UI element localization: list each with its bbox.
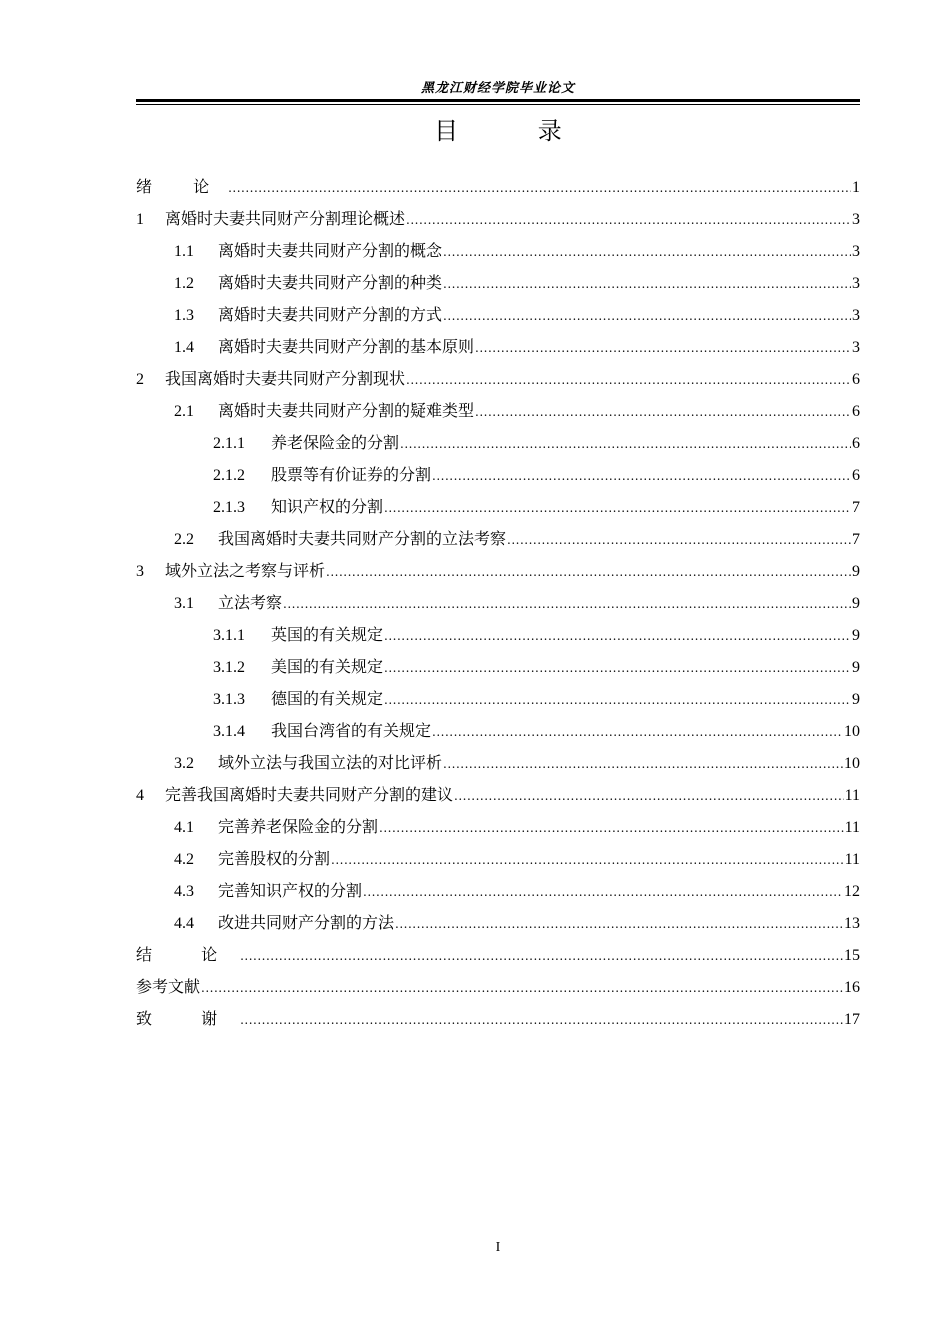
toc-entry-label: 美国的有关规定 bbox=[271, 657, 384, 676]
toc-entry[interactable] bbox=[136, 1003, 860, 1035]
toc-entry-page: 17 bbox=[844, 1011, 860, 1028]
toc-entry-label: 知识产权的分割 bbox=[271, 497, 384, 516]
toc-entry-page: 13 bbox=[844, 915, 860, 932]
toc-entry-number: 4.4 bbox=[174, 915, 194, 932]
toc-entry-page: 6 bbox=[852, 467, 860, 484]
toc-entry-page: 3 bbox=[852, 211, 860, 228]
toc-entry[interactable] bbox=[136, 843, 860, 875]
toc-entry-label: 离婚时夫妻共同财产分割理论概述 bbox=[165, 209, 406, 228]
toc-entry[interactable] bbox=[136, 395, 860, 427]
toc-entry-label: 改进共同财产分割的方法 bbox=[218, 913, 395, 932]
toc-entry-page: 9 bbox=[852, 659, 860, 676]
toc-dot-leader bbox=[443, 268, 851, 300]
toc-entry[interactable] bbox=[136, 683, 860, 715]
toc-entry-number: 2.1.1 bbox=[213, 435, 245, 452]
toc-entry[interactable] bbox=[136, 747, 860, 779]
table-of-contents bbox=[136, 171, 860, 1035]
toc-entry[interactable] bbox=[136, 715, 860, 747]
toc-entry[interactable] bbox=[136, 875, 860, 907]
toc-entry-number: 1.2 bbox=[174, 275, 194, 292]
toc-entry-page: 11 bbox=[844, 787, 860, 804]
toc-entry-label: 离婚时夫妻共同财产分割的疑难类型 bbox=[218, 401, 475, 420]
toc-entry-number: 4.1 bbox=[174, 819, 194, 836]
toc-entry-page: 12 bbox=[844, 883, 860, 900]
toc-entry-label: 结 论 bbox=[136, 945, 240, 964]
toc-dot-leader bbox=[443, 300, 851, 332]
toc-entry-page: 7 bbox=[852, 531, 860, 548]
toc-entry-page: 10 bbox=[844, 755, 860, 772]
toc-entry-number: 1 bbox=[136, 211, 144, 228]
toc-dot-leader bbox=[240, 940, 843, 972]
toc-dot-leader bbox=[363, 876, 843, 908]
toc-entry-number: 1.1 bbox=[174, 243, 194, 260]
toc-entry-label: 离婚时夫妻共同财产分割的方式 bbox=[218, 305, 443, 324]
toc-entry[interactable] bbox=[136, 555, 860, 587]
toc-entry[interactable] bbox=[136, 971, 860, 1003]
toc-entry[interactable] bbox=[136, 907, 860, 939]
toc-entry-label: 股票等有价证券的分割 bbox=[271, 465, 432, 484]
toc-entry-number: 4.2 bbox=[174, 851, 194, 868]
toc-entry[interactable] bbox=[136, 171, 860, 203]
toc-entry-number: 3 bbox=[136, 563, 144, 580]
toc-dot-leader bbox=[384, 652, 851, 684]
toc-entry[interactable] bbox=[136, 267, 860, 299]
toc-entry-number: 4.3 bbox=[174, 883, 194, 900]
toc-dot-leader bbox=[475, 396, 851, 428]
toc-entry-number: 2.2 bbox=[174, 531, 194, 548]
toc-dot-leader bbox=[331, 844, 844, 876]
toc-dot-leader bbox=[475, 332, 851, 364]
toc-entry-label: 我国离婚时夫妻共同财产分割现状 bbox=[165, 369, 406, 388]
toc-entry-number: 4 bbox=[136, 787, 144, 804]
toc-dot-leader bbox=[228, 172, 851, 204]
toc-dot-leader bbox=[507, 524, 851, 556]
toc-entry[interactable] bbox=[136, 811, 860, 843]
toc-entry-page: 11 bbox=[844, 851, 860, 868]
toc-entry-page: 11 bbox=[844, 819, 860, 836]
toc-entry-page: 3 bbox=[852, 275, 860, 292]
toc-entry-number: 3.1.4 bbox=[213, 723, 245, 740]
toc-entry-number: 2.1.2 bbox=[213, 467, 245, 484]
toc-entry-number: 2 bbox=[136, 371, 144, 388]
toc-dot-leader bbox=[443, 748, 843, 780]
toc-entry-label: 立法考察 bbox=[218, 593, 283, 612]
toc-dot-leader bbox=[443, 236, 851, 268]
toc-entry[interactable] bbox=[136, 427, 860, 459]
toc-dot-leader bbox=[384, 620, 851, 652]
toc-entry-number: 3.1.2 bbox=[213, 659, 245, 676]
toc-entry-label: 完善股权的分割 bbox=[218, 849, 331, 868]
header-rule-thick bbox=[136, 99, 860, 102]
toc-entry-page: 16 bbox=[844, 979, 860, 996]
toc-dot-leader bbox=[432, 716, 843, 748]
toc-dot-leader bbox=[454, 780, 844, 812]
toc-dot-leader bbox=[283, 588, 851, 620]
toc-entry-label: 域外立法之考察与评析 bbox=[165, 561, 326, 580]
toc-entry-label: 离婚时夫妻共同财产分割的种类 bbox=[218, 273, 443, 292]
toc-dot-leader bbox=[379, 812, 844, 844]
header-rule-thin bbox=[136, 104, 860, 105]
toc-dot-leader bbox=[384, 684, 851, 716]
toc-entry[interactable] bbox=[136, 491, 860, 523]
footer-page-number: I bbox=[495, 1240, 501, 1255]
toc-entry[interactable] bbox=[136, 779, 860, 811]
toc-entry-page: 9 bbox=[852, 595, 860, 612]
toc-entry-label: 域外立法与我国立法的对比评析 bbox=[218, 753, 443, 772]
toc-entry-label: 离婚时夫妻共同财产分割的基本原则 bbox=[218, 337, 475, 356]
toc-entry-number: 3.1.1 bbox=[213, 627, 245, 644]
toc-entry-page: 10 bbox=[844, 723, 860, 740]
toc-title: 目 录 bbox=[434, 117, 598, 145]
toc-entry[interactable] bbox=[136, 619, 860, 651]
toc-entry[interactable] bbox=[136, 523, 860, 555]
toc-entry-number: 1.4 bbox=[174, 339, 194, 356]
toc-entry[interactable] bbox=[136, 363, 860, 395]
toc-entry-label: 参考文献 bbox=[136, 977, 201, 996]
toc-dot-leader bbox=[201, 972, 843, 1004]
toc-entry-number: 3.2 bbox=[174, 755, 194, 772]
toc-dot-leader bbox=[406, 364, 851, 396]
toc-dot-leader bbox=[400, 428, 851, 460]
toc-entry-page: 6 bbox=[852, 403, 860, 420]
toc-entry[interactable] bbox=[136, 939, 860, 971]
toc-entry-label: 我国离婚时夫妻共同财产分割的立法考察 bbox=[218, 529, 507, 548]
toc-entry-label: 完善知识产权的分割 bbox=[218, 881, 363, 900]
toc-dot-leader bbox=[384, 492, 851, 524]
toc-entry-page: 6 bbox=[852, 371, 860, 388]
toc-entry-label: 离婚时夫妻共同财产分割的概念 bbox=[218, 241, 443, 260]
toc-entry[interactable] bbox=[136, 459, 860, 491]
toc-dot-leader bbox=[406, 204, 851, 236]
toc-entry-label: 完善我国离婚时夫妻共同财产分割的建议 bbox=[165, 785, 454, 804]
toc-entry-page: 9 bbox=[852, 691, 860, 708]
toc-entry[interactable] bbox=[136, 651, 860, 683]
toc-entry[interactable] bbox=[136, 587, 860, 619]
toc-entry-page: 3 bbox=[852, 339, 860, 356]
toc-entry-number: 2.1.3 bbox=[213, 499, 245, 516]
toc-entry-page: 3 bbox=[852, 243, 860, 260]
running-header: 黑龙江财经学院毕业论文 bbox=[420, 81, 575, 96]
toc-entry[interactable] bbox=[136, 331, 860, 363]
toc-dot-leader bbox=[240, 1004, 843, 1036]
toc-entry[interactable] bbox=[136, 299, 860, 331]
toc-dot-leader bbox=[432, 460, 851, 492]
toc-entry-label: 英国的有关规定 bbox=[271, 625, 384, 644]
toc-entry-page: 7 bbox=[852, 499, 860, 516]
toc-entry-label: 致 谢 bbox=[136, 1009, 240, 1028]
toc-entry-label: 德国的有关规定 bbox=[271, 689, 384, 708]
toc-entry-number: 3.1 bbox=[174, 595, 194, 612]
toc-entry-number: 2.1 bbox=[174, 403, 194, 420]
toc-dot-leader bbox=[395, 908, 843, 940]
toc-entry-label: 绪 论 bbox=[136, 177, 228, 196]
toc-entry-label: 我国台湾省的有关规定 bbox=[271, 721, 432, 740]
toc-entry[interactable] bbox=[136, 235, 860, 267]
toc-entry-page: 6 bbox=[852, 435, 860, 452]
toc-entry-label: 养老保险金的分割 bbox=[271, 433, 400, 452]
toc-entry-page: 9 bbox=[852, 563, 860, 580]
toc-entry-number: 3.1.3 bbox=[213, 691, 245, 708]
toc-entry[interactable] bbox=[136, 203, 860, 235]
toc-entry-page: 3 bbox=[852, 307, 860, 324]
toc-dot-leader bbox=[326, 556, 851, 588]
toc-entry-page: 15 bbox=[844, 947, 860, 964]
toc-entry-number: 1.3 bbox=[174, 307, 194, 324]
toc-entry-label: 完善养老保险金的分割 bbox=[218, 817, 379, 836]
toc-entry-page: 1 bbox=[852, 179, 860, 196]
toc-entry-page: 9 bbox=[852, 627, 860, 644]
